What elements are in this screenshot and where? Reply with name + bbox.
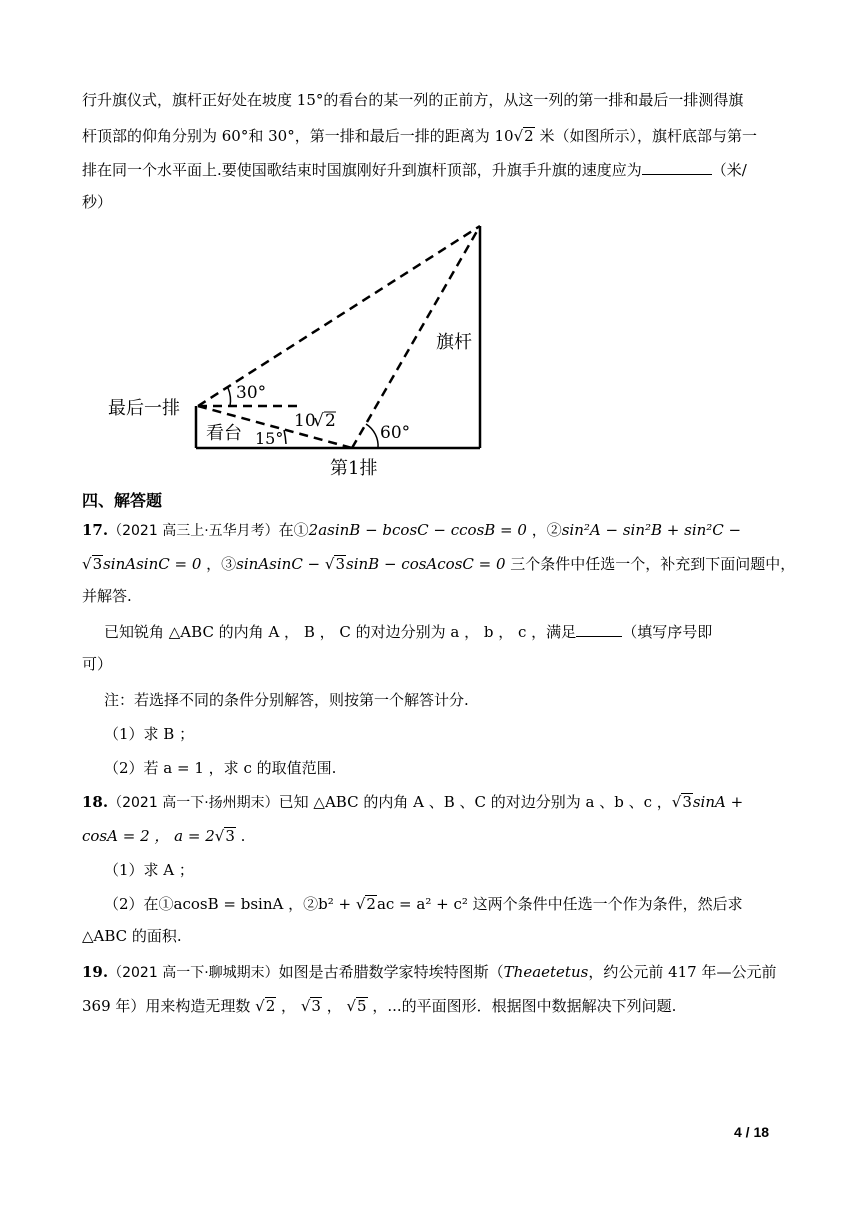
q16-text: 杆顶部的仰角分别为 60°和 30°，第一排和最后一排的距离为	[82, 127, 495, 145]
q17-number: 17.	[82, 521, 109, 539]
q17-text: 在①	[278, 521, 309, 539]
q17-text: 三个条件中任选一个，补充到下面问题中，	[505, 555, 796, 573]
q19-line-1	[82, 962, 776, 983]
section-title: 四、解答题	[82, 491, 163, 510]
q17-line-3: 并解答.	[82, 587, 132, 605]
q17-condition-1: 2asinB − bcosC − ccosB = 0	[308, 521, 527, 539]
arc-60	[366, 424, 378, 448]
label-pole: 旗杆	[436, 332, 472, 353]
q17-condition-2a: sin²A − sin²B + sin²C −	[561, 521, 742, 539]
label-angle-60: 60°	[380, 423, 411, 443]
q18-source: （2021 高一下·扬州期末）	[108, 795, 279, 811]
q19-text: ，约公元前 417 年—公元前	[588, 963, 777, 981]
sightline-last-row	[198, 226, 480, 406]
q17-text: ，②	[526, 521, 562, 539]
label-distance-rad: 2	[325, 411, 336, 431]
q19-sep: ，	[321, 997, 347, 1015]
q16-line-4: 秒）	[82, 193, 113, 211]
q19-line-2: 369 年）用来构造无理数 √2 ， √3 ， √5 ，...的平面图形．根据图中数据解决下列问题.	[82, 997, 677, 1015]
q17-note: 注：若选择不同的条件分别解答，则按第一个解答计分.	[104, 691, 469, 709]
q17-source: （2021 高三上·五华月考）	[108, 523, 279, 539]
q18-line-last: △ABC 的面积.	[82, 927, 182, 945]
q18-rad: 2	[366, 895, 376, 913]
q18-rad: 3	[225, 827, 235, 845]
q16-line-3	[82, 160, 747, 180]
q19-sep: ，	[276, 997, 301, 1015]
q19-text: ，...的平面图形．根据图中数据解决下列问题.	[367, 997, 677, 1015]
q17-line-4	[104, 622, 712, 642]
q16-text: 排在同一个水平面上.要使国歌结束时国旗刚好升到旗杆顶部，升旗手升旗的速度应为	[82, 161, 642, 179]
q19-number: 19.	[82, 963, 109, 981]
arc-15	[284, 430, 286, 444]
q19-rad: 5	[357, 997, 367, 1015]
q19-text: 如图是古希腊数学家特埃特图斯（	[278, 963, 504, 981]
q16-line-1: 行升旗仪式，旗杆正好处在坡度 15°的看台的某一列的正前方，从这一列的第一排和最后一排测得旗	[82, 91, 744, 109]
q18-text: ac = a² + c² 这两个条件中任选一个作为条件，然后求	[376, 895, 743, 913]
q17-rad: 3	[92, 555, 103, 573]
arc-30	[228, 388, 230, 406]
q18-text: cosA = 2 ， a = 2	[82, 827, 215, 845]
label-distance-root: √	[313, 411, 324, 431]
dist-rad: 2	[524, 127, 534, 145]
q16-text: （米/	[711, 161, 747, 179]
q18-part-1: （1）求 A ；	[104, 861, 194, 879]
label-stand: 看台	[206, 423, 242, 444]
q18-line-2: cosA = 2 ， a = 2√3 .	[82, 827, 246, 845]
q16-line-2	[82, 126, 757, 146]
q17-line-2: √3sinAsinC = 0 ，③sinAsinC − √3sinB − cosAcosC = 0 三个条件中任选一个，补充到下面问题中，	[82, 555, 796, 573]
label-angle-15: 15°	[255, 429, 284, 448]
q17-part-2: （2）若 a = 1 ，求 c 的取值范围.	[104, 759, 337, 777]
q17-line-5: 可）	[82, 655, 113, 673]
label-last-row: 最后一排	[108, 398, 180, 419]
q17-line-1	[82, 520, 741, 541]
q18-text: 已知 △ABC 的内角 A 、B 、C 的对边分别为 a 、b 、c ，	[278, 793, 672, 811]
dist-coef: 10	[494, 127, 514, 145]
q18-line-1: 18.（2021 高一下·扬州期末）已知 △ABC 的内角 A 、B 、C 的对边分别为 a 、b 、c ，√3sinA +	[82, 793, 744, 811]
q17-text: （填写序号即	[622, 623, 713, 641]
q19-text: 369 年）用来构造无理数	[82, 997, 256, 1015]
q19-rad: 3	[311, 997, 321, 1015]
q17-text: 已知锐角 △ABC 的内角 A ， B ， C 的对边分别为 a ， b ， c ，满足	[104, 623, 577, 641]
q18-text: .	[235, 827, 246, 845]
page-number: 4 / 18	[734, 1124, 770, 1140]
q16-text: 米（如图所示），旗杆底部与第一	[534, 127, 757, 145]
q18-rad: 3	[682, 793, 692, 811]
flagpole-figure	[0, 222, 860, 482]
label-distance-coef: 10	[294, 411, 316, 431]
q17-text: ，③	[201, 555, 237, 573]
q17-condition-3a: sinAsinC −	[236, 555, 325, 573]
q17-condition-3b: sinB − cosAcosC = 0	[346, 555, 506, 573]
q18-text: （2）在①acosB = bsinA ，②b² +	[104, 895, 356, 913]
q18-part-2: （2）在①acosB = bsinA ，②b² + √2ac = a² + c² 这两个条件中任选一个作为条件，然后求	[104, 895, 743, 913]
label-angle-30: 30°	[236, 383, 267, 403]
q16-distance: 10√2	[494, 127, 534, 145]
q19-name: Theaetetus	[503, 963, 589, 981]
q18-text: sinA +	[692, 793, 744, 811]
q18-number: 18.	[82, 793, 109, 811]
label-first-row: 第1排	[330, 458, 378, 479]
q19-rad: 2	[265, 997, 276, 1015]
q17-rad: 3	[335, 555, 346, 573]
q17-part-1: （1）求 B ；	[104, 725, 195, 743]
q17-condition-2b: sinAsinC = 0	[103, 555, 202, 573]
q19-source: （2021 高一下·聊城期末）	[108, 965, 279, 981]
q17-blank[interactable]	[576, 622, 622, 637]
answer-blank[interactable]	[642, 160, 712, 175]
